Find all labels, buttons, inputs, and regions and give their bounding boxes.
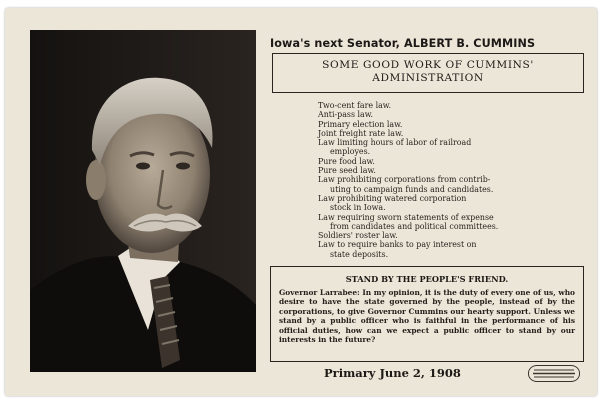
law-item [318, 213, 544, 232]
law-item [318, 157, 544, 166]
law-text: Law requiring sworn statements of expense [318, 212, 494, 222]
portrait-image [30, 30, 256, 372]
law-item [318, 110, 544, 119]
law-text-continued: employes. [330, 147, 371, 157]
law-item [318, 138, 544, 157]
law-item [318, 175, 544, 194]
peoples-friend-body: Governor Larrabee: In my opinion, it is the duty of every one of us, who desire to have the state governed by the people, instead of by the corporations, to give Governor Cummins our hearty support. Unless we stand by a public officer who is faithful in the performance of his official duties, how can we expect a public officer to stand by our interests in the future? [279, 288, 575, 345]
law-text-continued: from candidates and political committees. [330, 221, 499, 231]
law-text-continued: uting to campaign funds and candidates. [330, 184, 494, 194]
union-label-icon [529, 366, 579, 381]
law-text-continued: stock in Iowa. [330, 203, 386, 213]
portrait-photo [30, 30, 256, 372]
law-text: Law prohibiting corporations from contrib- [318, 175, 491, 185]
administration-title-box [272, 53, 584, 93]
law-item [318, 120, 544, 129]
law-text: Anti-pass law. [318, 110, 374, 120]
peoples-friend-box [270, 266, 584, 362]
law-item [318, 194, 544, 213]
law-text: Pure seed law. [318, 166, 376, 176]
administration-title-line1: SOME GOOD WORK OF CUMMINS' [322, 59, 534, 71]
administration-title-line2: ADMINISTRATION [372, 72, 484, 84]
law-item [318, 231, 544, 240]
law-text: Soldiers' roster law. [318, 231, 398, 241]
law-item [318, 101, 544, 110]
law-text: Law prohibiting watered corporation [318, 193, 467, 203]
law-text: Law limiting hours of labor of railroad [318, 138, 472, 148]
peoples-friend-heading: STAND BY THE PEOPLE'S FRIEND. [345, 274, 509, 284]
primary-date: Primary June 2, 1908 [324, 366, 461, 380]
law-text: Law to require banks to pay interest on [318, 240, 477, 250]
law-item [318, 166, 544, 175]
law-text: Two-cent fare law. [318, 101, 392, 110]
law-text: Primary election law. [318, 119, 403, 129]
printer-logo [528, 365, 580, 382]
headline: Iowa's next Senator, ALBERT B. CUMMINS [270, 37, 536, 50]
laws-list [318, 101, 544, 259]
law-item [318, 240, 544, 259]
law-text: Pure food law. [318, 156, 375, 166]
law-text: Joint freight rate law. [318, 128, 404, 138]
law-text-continued: state deposits. [330, 249, 389, 259]
law-item [318, 129, 544, 138]
